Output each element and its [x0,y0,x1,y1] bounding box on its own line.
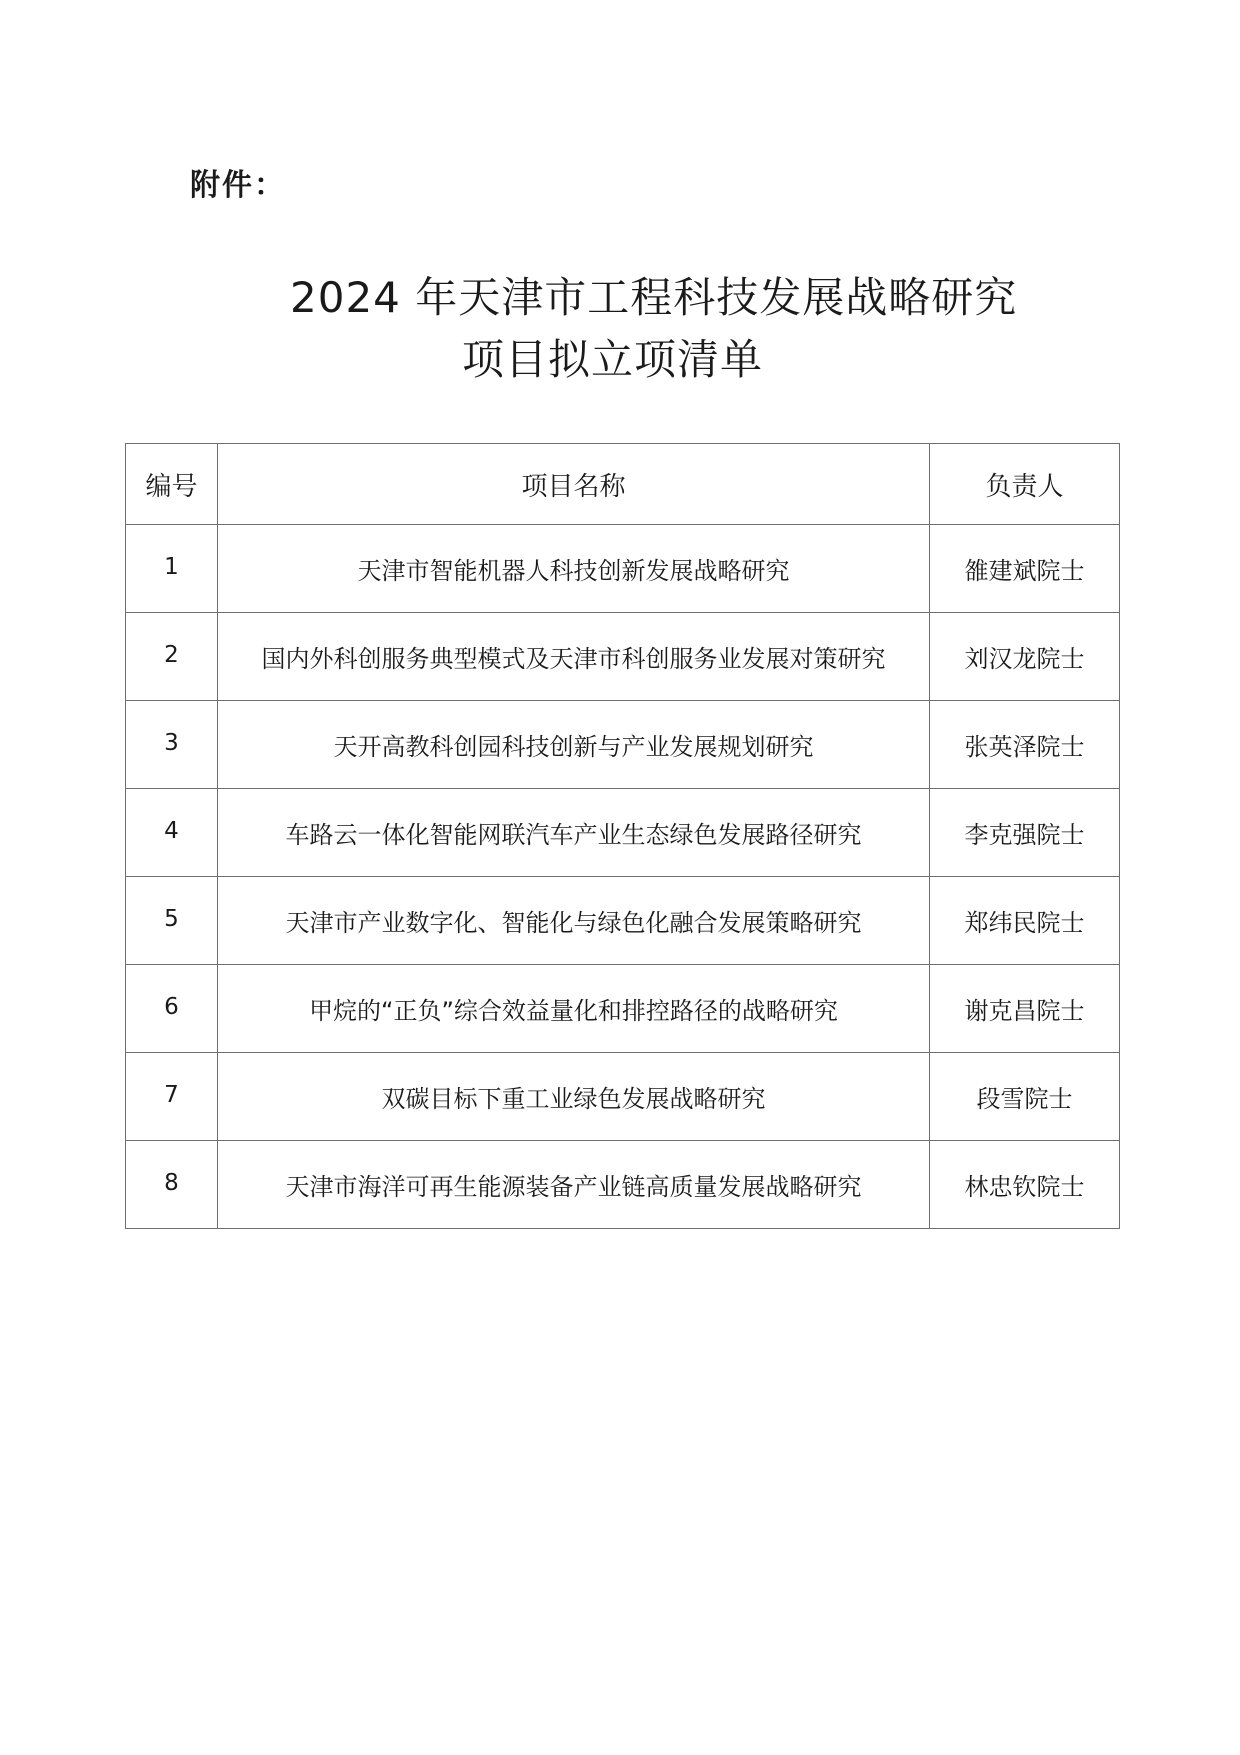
row-leader: 林忠钦院士 [930,1141,1120,1229]
table-row [126,965,1120,1053]
row-leader: 刘汉龙院士 [930,613,1120,701]
row-project-name: 双碳目标下重工业绿色发展战略研究 [218,1053,930,1141]
table-row [126,613,1120,701]
row-number: 1 [164,553,179,580]
row-project-name: 天开高教科创园科技创新与产业发展规划研究 [218,701,930,789]
row-number: 3 [164,729,179,756]
table-row [126,1053,1120,1141]
row-number: 5 [164,905,179,932]
row-leader: 郑纬民院士 [930,877,1120,965]
row-leader: 谢克昌院士 [930,965,1120,1053]
row-number: 2 [164,641,179,668]
row-leader: 雒建斌院士 [930,525,1120,613]
table-row [126,701,1120,789]
table-row [126,1141,1120,1229]
row-project-name: 天津市智能机器人科技创新发展战略研究 [218,525,930,613]
table-row [126,789,1120,877]
project-list-table [125,443,1120,1229]
row-number: 6 [164,993,179,1020]
document-title-line-2: 项目拟立项清单 [462,335,764,384]
row-leader: 段雪院士 [930,1053,1120,1141]
header-leader: 负责人 [930,444,1120,525]
header-number: 编号 [126,444,218,525]
row-number: 7 [164,1081,179,1108]
header-project-name: 项目名称 [218,444,930,525]
row-number: 4 [164,817,179,844]
attachment-label: 附件： [190,168,286,203]
row-project-name: 天津市海洋可再生能源装备产业链高质量发展战略研究 [218,1141,930,1229]
row-leader: 张英泽院士 [930,701,1120,789]
row-project-name: 国内外科创服务典型模式及天津市科创服务业发展对策研究 [218,613,930,701]
row-number: 8 [164,1169,179,1196]
row-project-name: 甲烷的“正负”综合效益量化和排控路径的战略研究 [218,965,930,1053]
document-title-line-1: 2024 年天津市工程科技发展战略研究 [290,273,1018,322]
table-row [126,877,1120,965]
table-header-row [126,444,1120,525]
row-leader: 李克强院士 [930,789,1120,877]
table-row [126,525,1120,613]
row-project-name: 天津市产业数字化、智能化与绿色化融合发展策略研究 [218,877,930,965]
row-project-name: 车路云一体化智能网联汽车产业生态绿色发展路径研究 [218,789,930,877]
